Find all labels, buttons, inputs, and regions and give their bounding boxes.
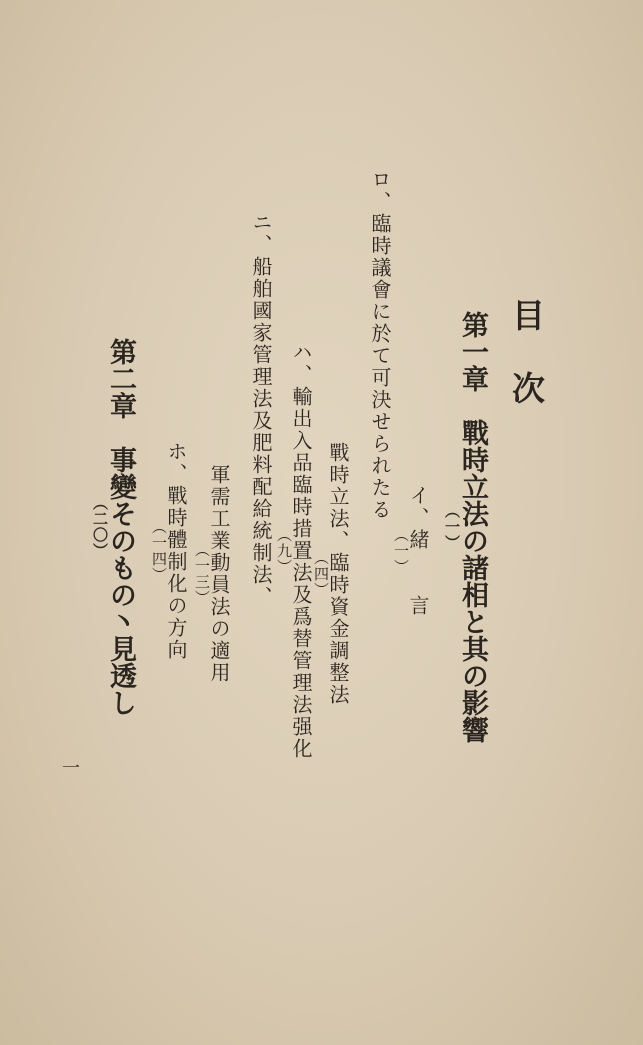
toc-entry-section-ho[interactable] (150, 215, 188, 886)
toc-entry-section-ni[interactable] (245, 212, 273, 608)
page-folio: 一 (59, 758, 80, 776)
toc-entry-label: ホ、戰時體制化の方向 (164, 440, 188, 661)
toc-entry-label: イ、緒 言 (406, 484, 430, 617)
toc-entry-section-ni-continued[interactable] (193, 262, 231, 886)
toc-page-number: （一三） (193, 542, 211, 606)
toc-entry-label: ハ、輸出入品臨時措置法及爲替管理法强化 (289, 341, 313, 760)
toc-entry-label: 軍需工業動員法の適用 (207, 464, 231, 684)
toc-entry-section-ro-continued[interactable] (312, 262, 350, 886)
toc-page-number: （一四） (150, 518, 168, 583)
toc-entry-label: 戰時立法、臨時資金調整法 (326, 442, 350, 706)
toc-entry-chapter-2[interactable] (91, 168, 136, 886)
toc-page-number: （四） (312, 550, 330, 598)
toc-page-number: （一） (443, 503, 461, 551)
toc-page-number: （二〇） (91, 495, 109, 559)
toc-entry-label: ロ、臨時議會に於て可決せられたる (368, 169, 392, 521)
toc-entry-label: ニ、船舶國家管理法及肥料配給統制法、 (249, 212, 273, 608)
toc-entry-section-ha[interactable] (275, 215, 313, 886)
toc-entry-section-ro[interactable] (364, 169, 392, 521)
toc-entry-chapter-1[interactable] (443, 168, 488, 886)
toc-page-number: （九） (275, 526, 293, 575)
toc-entry-section-i[interactable] (392, 215, 430, 886)
toc-entry-label: 第一章 戰時立法の諸相と其の影響 (457, 311, 488, 743)
page-title: 目次 (507, 298, 546, 444)
toc-page-number: （一） (392, 526, 410, 575)
toc-entry-label: 第二章 事變そのもの丶見透し (105, 338, 136, 716)
